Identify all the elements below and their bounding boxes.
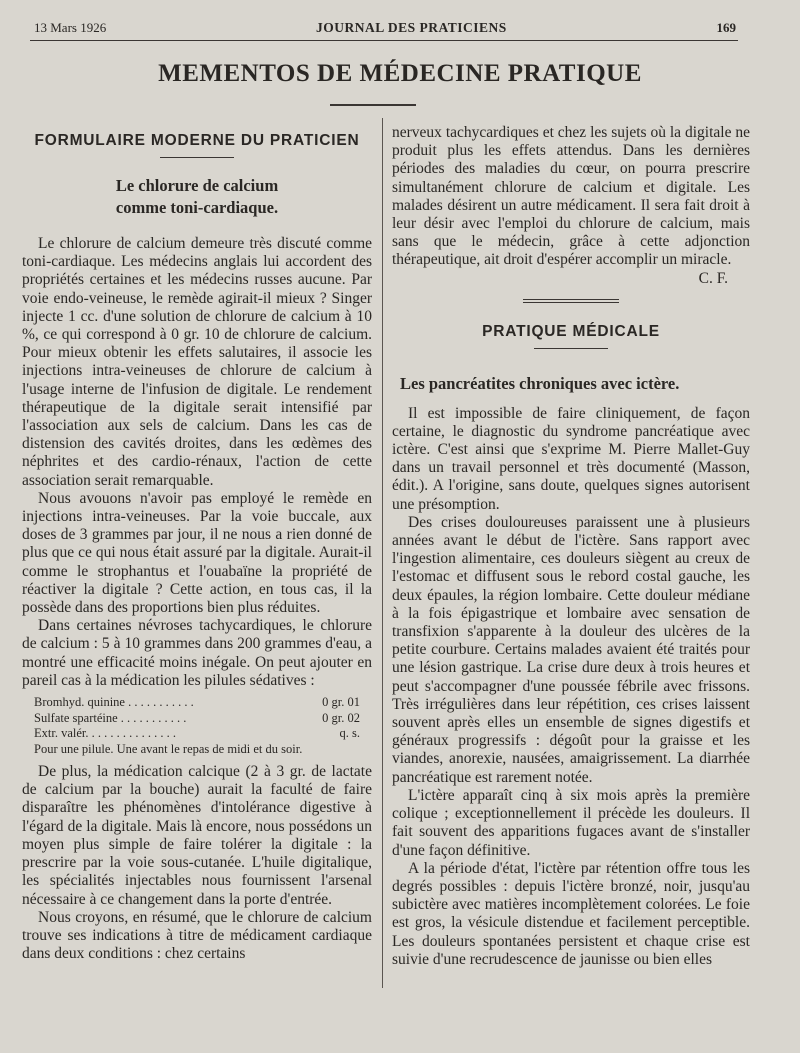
title-rule [330,104,416,106]
right-column [392,116,750,1046]
formula-row [22,711,372,727]
article-continuation [392,124,750,270]
formula-row [22,726,372,742]
ingredient-name: Sulfate spartéine . . . . . . . . . . . [34,710,187,725]
prescription-formula [22,695,372,757]
header-rule [30,40,738,41]
article-title-line-1: Le chlorure de calcium [115,176,279,195]
running-head [34,20,736,36]
section-title-formulaire: FORMULAIRE MODERNE DU PRATICIEN [34,132,360,149]
article-body-chlorure [22,235,372,963]
section-separator [523,299,619,303]
formula-instructions: Pour une pilule. Une avant le repas de midi et du soir. [34,741,303,756]
paragraph: Nous avouons n'avoir pas employé le remède en injections intra-veineuses. Par la voie buccale, aux doses de 3 grammes par jour, il ne nous a rien donné de plus que ce qui nous était assuré par la digitale. Aurait-il comme le strophantus et l'ouabaïne la propriété de réactiver la digitale ? Cette action, en tous cas, il la possède dans des proportions bien plus réduites. [22,489,372,617]
formula-row [22,695,372,711]
ingredient-dose: q. s. [339,726,360,741]
paragraph: nerveux tachycardiques et chez les sujets où la digitale ne produit plus les effets attendus. Dans les dernières périodes des maladies du cœur, on pourra prescrire simultanément chlorure de calcium et digitale. Les malades désirent un autre médicament. Il sera fait droit à leur désir avec l'emploi du chlorure de calcium, mais sans que le médecin, grâce à cette adjonction thérapeutique, ait droit d'espérer accomplir un miracle. [392,124,750,269]
paragraph: L'ictère apparaît cinq à six mois après la première colique ; exceptionnellement il précède les douleurs. Il fait souvent des apparitions fugaces avant de s'installer d'une façon définitive. [392,786,750,859]
paragraph: Il est impossible de faire cliniquement, de façon certaine, le diagnostic du syndrome pancréatique avec ictère. C'est ainsi que s'exprime M. Pierre Mallet-Guy dans un travail personnel et très documenté (Masson, édit.). A l'origine, sans doute, quelques signes autorisent une présomption. [392,404,750,513]
ingredient-dose: 0 gr. 02 [322,710,360,725]
section-title-pratique: PRATIQUE MÉDICALE [482,322,660,340]
ingredient-name: Extr. valér. . . . . . . . . . . . . . . [34,726,176,741]
section-rule [160,157,234,158]
journal-name: JOURNAL DES PRATICIENS [315,20,507,35]
paragraph: Nous croyons, en résumé, que le chlorure de calcium trouve ses indications à titre de médicament cardiaque dans deux conditions : chez certains [22,908,372,963]
ingredient-dose: 0 gr. 01 [322,695,360,710]
page-number: 169 [716,20,736,35]
left-column [22,116,372,1046]
ingredient-name: Bromhyd. quinine . . . . . . . . . . . [34,695,194,710]
article-title-chlorure [22,175,372,219]
author-signature: C. F. [698,269,728,287]
paragraph: Dans certaines névroses tachycardiques, le chlorure de calcium : 5 à 10 grammes dans 200 grammes d'eau, a montré une efficacité moins inégale. On peut ajouter en pareil cas à la médication les pilules sédatives : [22,617,372,689]
article-body-pancreatites [392,405,750,969]
paragraph: Des crises douloureuses paraissent une à plusieurs années avant le début de l'ictère. Sans rapport avec l'ingestion alimentaire, ces douleurs siègent au creux de l'estomac et diffusent sous le rebord costal gauche, les deux épaules, la région lombaire. Cette douleur médiane à la fois épigastrique et lombaire avec sensation de transfixion s'apparente à la douleur des ulcères de la petite courbure. Certains malades avaient été traités pour une lésion gastrique. La crise dure deux à trois heures et peut s'accompagner d'une poussée fébrile avec frissons. Très irrégulières dans leur répétition, ces crises laissent souvent après elles un ensemble de signes digestifs et généraux progressifs : dégoût pour la graisse et les viandes, anorexie, nausées, amaigrissement. La diarrhée pancréatique est rarement notée. [392,513,750,786]
section-rule [534,348,608,349]
paragraph: Le chlorure de calcium demeure très discuté comme toni-cardiaque. Les médecins anglais lui accordent des propriétés certaines et les médecins russes aucune. Par voie endo-veineuse, le remède agirait-il mieux ? Singer injecte 1 cc. d'une solution de chlorure de calcium à 10 %, ce qui correspond à 0 gr. 10 de chlorure de calcium. Pour mieux obtenir les effets salutaires, il associe les injections intra-veineuses de chlorure de calcium à l'usage interne de l'infusion de digitale. Le rendement thérapeutique de la digitale serait intensifié par l'association aux sels de calcium. Dans les cas de distension des cavités droites, dans les œdèmes des néphrites et des cardio-rénaux, l'action de cette association serait remarquable. [22,235,372,489]
article-title-line-2: comme toni-cardiaque. [115,198,279,217]
article-title-pancreatites: Les pancréatites chroniques avec ictère. [400,373,680,393]
column-divider [382,118,383,988]
issue-date: 13 Mars 1926 [34,20,107,35]
page-title: MEMENTOS DE MÉDECINE PRATIQUE [158,60,642,87]
paragraph: De plus, la médication calcique (2 à 3 gr. de lactate de calcium par la bouche) aurait la faculté de faire disparaître les phénomènes d'intolérance digestive à l'égard de la digitale. Mais là encore, nous possédons un moyen plus simple de faire tolérer la digitale : la prescrire par la voie sous-cutanée. L'huile digitalique, les spécialités injectables nous fournissent l'arsenal nécessaire à ce changement dans la porte d'entrée. [22,763,372,908]
paragraph: A la période d'état, l'ictère par rétention offre tous les degrés possibles : depuis l'ictère bronzé, noir, jusqu'au subictère avec matières incomplètement colorées. Le foie est gros, la vésicule distendue et facilement perceptible. Les douleurs spontanées persistent et chaque crise est suivie d'une recrudescence de jaunisse ou bien elles [392,859,750,968]
